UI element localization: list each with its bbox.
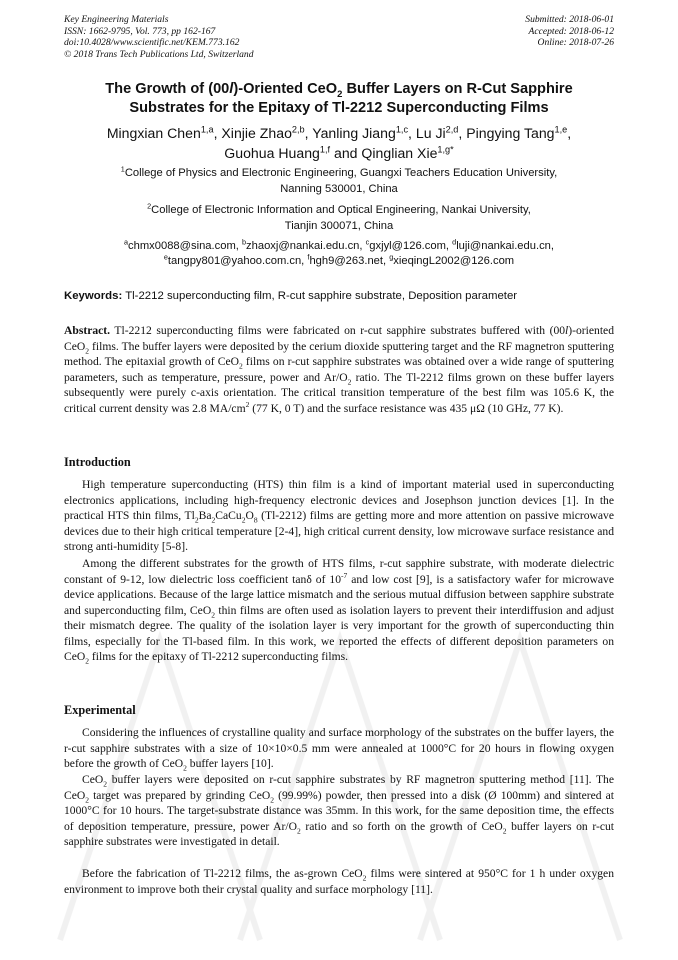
publication-dates [525, 14, 614, 49]
affiliation-1: $^1$College of Physics and Electronic Engineering, Guangxi Teachers Education University, Nanning 530001, China [120, 164, 558, 195]
title-line-1: The Growth of (00l)-Oriented CeO$_2$ Buffer Layers on R-Cut Sapphire [105, 81, 573, 100]
email-link[interactable]: $^a$chmx0088@sina.com, [123, 237, 242, 252]
author: Lu Ji$^{2,d}$, [415, 124, 467, 141]
email-link[interactable]: $^b$zhaoxj@nankai.edu.cn, [242, 237, 366, 252]
author: Xinjie Zhao$^{2,b}$, [221, 124, 313, 141]
experimental-paragraph-2: CeO$_2$ buffer layers were deposited on r-cut sapphire substrates by RF magnetron sputtering method [11]. The CeO$_2$ target was prepared by grinding CeO$_2$ (99.99%) powder, then pressed into a disk (Ø 100mm) and sintered at 1000°C for 10 hours. The target-substrate distance was 35mm. In this work, for the same deposition time, the effects of deposition temperature, pressure, power $Ar/O_2$ ratio and so forth on the growth of CeO$_2$ buffer layers on r-cut sapphire substrates were investigated in detail. [64, 773, 614, 848]
author: Qinglian Xie$^{1,g*}$ [361, 144, 454, 161]
abstract-label: Abstract. [64, 324, 111, 337]
email-list [40, 239, 638, 268]
keywords-label: Keywords: [64, 290, 123, 302]
email-link[interactable]: $^e$tangpy801@yahoo.com.cn, [163, 251, 308, 267]
journal-info [64, 14, 254, 60]
submitted-date: Submitted: 2018-06-01 [525, 14, 614, 25]
introduction-paragraph-2: Among the different substrates for the growth of HTS films, r-cut sapphire substrate, with moderate dielectric constant of 9-12, low dielectric loss coefficient tanδ of $10^{-7}$ and low cost [9], is a satisfactory wafer for microwave device applications. Because of the large lattice mismatch and the serious mutual diffusion between sapphire substrate and superconducting film, CeO$_2$ thin films are often used as isolation layers to prevent their interdiffusion and adjust their mismatch degree. The quality of the isolation layer is very important for the growth of superconducting thin films, especially for the Tl-based film. In this work, we reported the effects of different deposition parameters on CeO$_2$ films for the epitaxy of Tl-2212 superconducting films. [64, 557, 614, 666]
author: Mingxian Chen$^{1,a}$, [106, 124, 222, 141]
issn-line: ISSN: 1662-9795, Vol. 773, pp 162-167 [64, 25, 216, 37]
abstract: Abstract. Tl-2212 superconducting films were fabricated on r-cut sapphire substrates buffered with (00l)-oriented CeO$_2$ films. The buffer layers were deposited by the cerium dioxide sputtering target and the RF magnetron sputtering method. The epitaxial growth of CeO$_2$ films on r-cut sapphire substrates was obtained over a wide range of sputtering parameters, such as temperature, pressure, power and $Ar/O_2$ ratio. The Tl-2212 films grown on these buffer layers subsequently were purely c-axis orientation. The critical transition temperature of the best film was 105.6 K, the critical current density was 2.8 $MA/cm^2$ (77 K, 0 T) and the surface resistance was 435 μΩ (10 GHz, 77 K). [64, 324, 615, 415]
author: Pingying Tang$^{1,e}$, [466, 124, 572, 141]
email-link[interactable]: $^f$hgh9@263.net, [307, 251, 390, 267]
email-link[interactable]: $^g$xieqingL2002@126.com [389, 251, 515, 267]
experimental-paragraph-1: Considering the influences of crystalline quality and surface morphology of the substrates on the buffer layers, the r-cut sapphire substrates with a size of 10×10×0.5 mm were annealed at 1000°C for 20 hours in flowing oxygen before the growth of CeO$_2$ buffer layers [10]. [64, 726, 614, 773]
author: Yanling Jiang$^{1,c}$, [312, 124, 416, 141]
author-list [40, 123, 638, 163]
accepted-date: Accepted: 2018-06-12 [528, 25, 614, 37]
keywords [64, 289, 614, 303]
copyright-line: © 2018 Trans Tech Publications Ltd, Switzerland [64, 48, 254, 60]
title-line-2: Substrates for the Epitaxy of Tl-2212 Superconducting Films [129, 100, 549, 116]
experimental-heading: Experimental [64, 703, 136, 717]
author: Guohua Huang$^{1,f}$ and [224, 144, 362, 161]
affiliation-2: $^2$College of Electronic Information and Optical Engineering, Nankai University, Tianjin 300071, China [147, 201, 531, 232]
introduction-heading: Introduction [64, 455, 131, 469]
paper-title [40, 80, 638, 118]
doi-line: doi:10.4028/www.scientific.net/KEM.773.162 [64, 37, 240, 49]
journal-name: Key Engineering Materials [64, 14, 169, 25]
experimental-paragraph-3: Before the fabrication of Tl-2212 films, the as-grown CeO$_2$ films were sintered at 950°C for 1 h under oxygen environment to improve both their crystal quality and surface morphology [11]. [64, 867, 615, 896]
email-link[interactable]: $^d$luji@nankai.edu.cn, [452, 237, 554, 252]
online-date: Online: 2018-07-26 [537, 37, 614, 49]
keywords-text: Tl-2212 superconducting film, R-cut sapphire substrate, Deposition parameter [122, 290, 518, 302]
email-link[interactable]: $^c$gxjyl@126.com, [365, 237, 453, 252]
introduction-paragraph-1: High temperature superconducting (HTS) thin film is a kind of important material used in superconducting electronics applications, including high-frequency electronic devices and Josephson junction devices [1]. In the practical HTS thin films, $Tl_2Ba_2CaCu_2O_8$ (Tl-2212) films are getting more and more attention on passive microwave devices due to their high critical temperature [2-4], high critical current density, low microwave surface resistance and strong anti-humidity [5-8]. [64, 478, 614, 553]
